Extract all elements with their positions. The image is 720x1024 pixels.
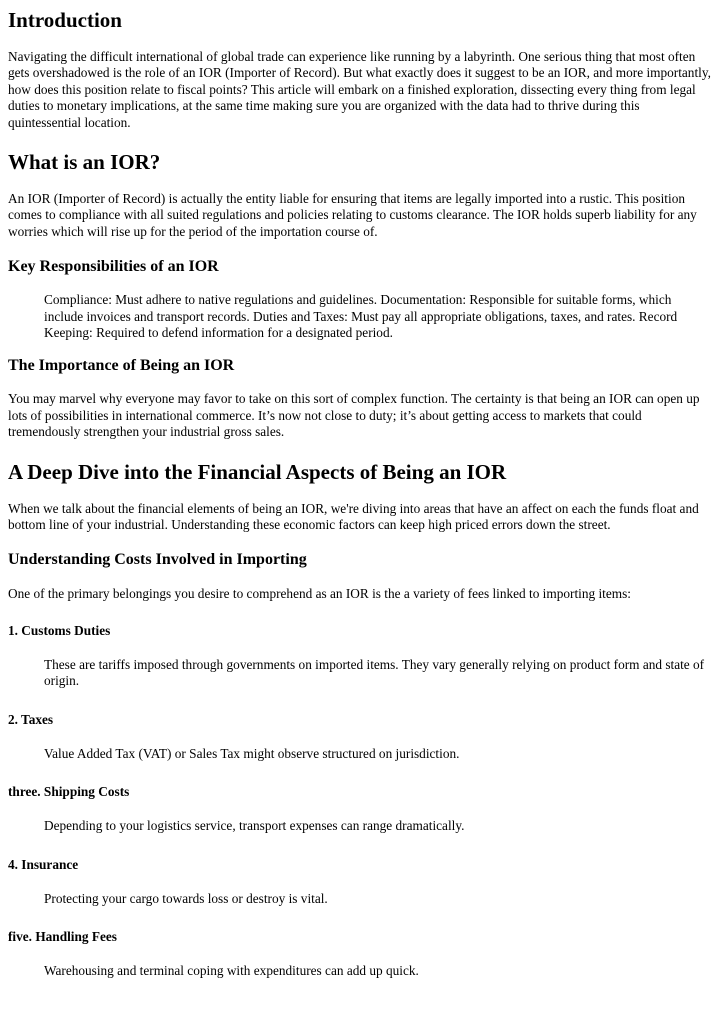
cost-item-text: Protecting your cargo towards loss or destroy is vital.	[44, 890, 328, 906]
cost-item-text: Warehousing and terminal coping with expenditures can add up quick.	[44, 962, 419, 978]
heading-importance: The Importance of Being an IOR	[8, 357, 235, 375]
heading-financial-aspects: A Deep Dive into the Financial Aspects of Being an IOR	[8, 459, 507, 484]
financial-paragraph: When we talk about the financial elements of being an IOR, we're diving into areas that have an affect on each the funds float and bottom line of your industrial. Understanding these economic factors can keep high priced errors down the street.	[8, 500, 699, 533]
what-is-ior-paragraph: An IOR (Importer of Record) is actually the entity liable for ensuring that items are legally imported into a rustic. This position comes to compliance with all suited regulations and policies relating to customs clearance. The IOR holds superb liability for any worries which will rise up for the period of the importation course of.	[8, 191, 697, 239]
cost-item-title: five. Handling Fees	[8, 928, 117, 944]
cost-item-text: Value Added Tax (VAT) or Sales Tax might observe structured on jurisdiction.	[44, 745, 460, 761]
heading-key-responsibilities: Key Responsibilities of an IOR	[8, 258, 219, 276]
article	[0, 7, 720, 979]
heading-what-is-ior: What is an IOR?	[8, 150, 161, 175]
responsibilities-quote: Compliance: Must adhere to native regulations and guidelines. Documentation: Responsible for suitable forms, which include invoices and transport records. Duties and Taxes: Must pay all appropriate obligations, taxes, and rates. Record Keeping: Required to defend information for a designated period.	[44, 292, 678, 341]
cost-item-title: 4. Insurance	[8, 856, 79, 872]
costs-intro-paragraph: One of the primary belongings you desire to comprehend as an IOR is the a variety of fees linked to importing items:	[8, 585, 631, 601]
heading-introduction: Introduction	[8, 8, 122, 32]
cost-item-title: three. Shipping Costs	[8, 784, 130, 800]
heading-understanding-costs: Understanding Costs Involved in Importing	[8, 550, 307, 568]
cost-item-text: Depending to your logistics service, transport expenses can range dramatically.	[44, 818, 465, 834]
introduction-paragraph: Navigating the difficult international of global trade can experience like running by a labyrinth. One serious thing that most often gets overshadowed is the role of an IOR (Importer of Record). But what exactly does it suggest to be an IOR, and more importantly, how does this position relate to fiscal points? This article will embark on a finished exploration, dissecting every thing from legal duties to monetary implications, at the same time making sure you are organized with the data had to thrive during this quintessential location.	[8, 49, 711, 130]
cost-item-title: 1. Customs Duties	[8, 622, 111, 638]
cost-item-title: 2. Taxes	[8, 711, 54, 727]
cost-item-text: These are tariffs imposed through governments on imported items. They vary generally relying on product form and state of origin.	[44, 656, 705, 689]
importance-paragraph: You may marvel why everyone may favor to take on this sort of complex function. The certainty is that being an IOR can open up lots of possibilities in international commerce. It’s now not close to duty; it’s about getting access to markets that could tremendously strengthen your industrial gross sales.	[8, 391, 700, 440]
